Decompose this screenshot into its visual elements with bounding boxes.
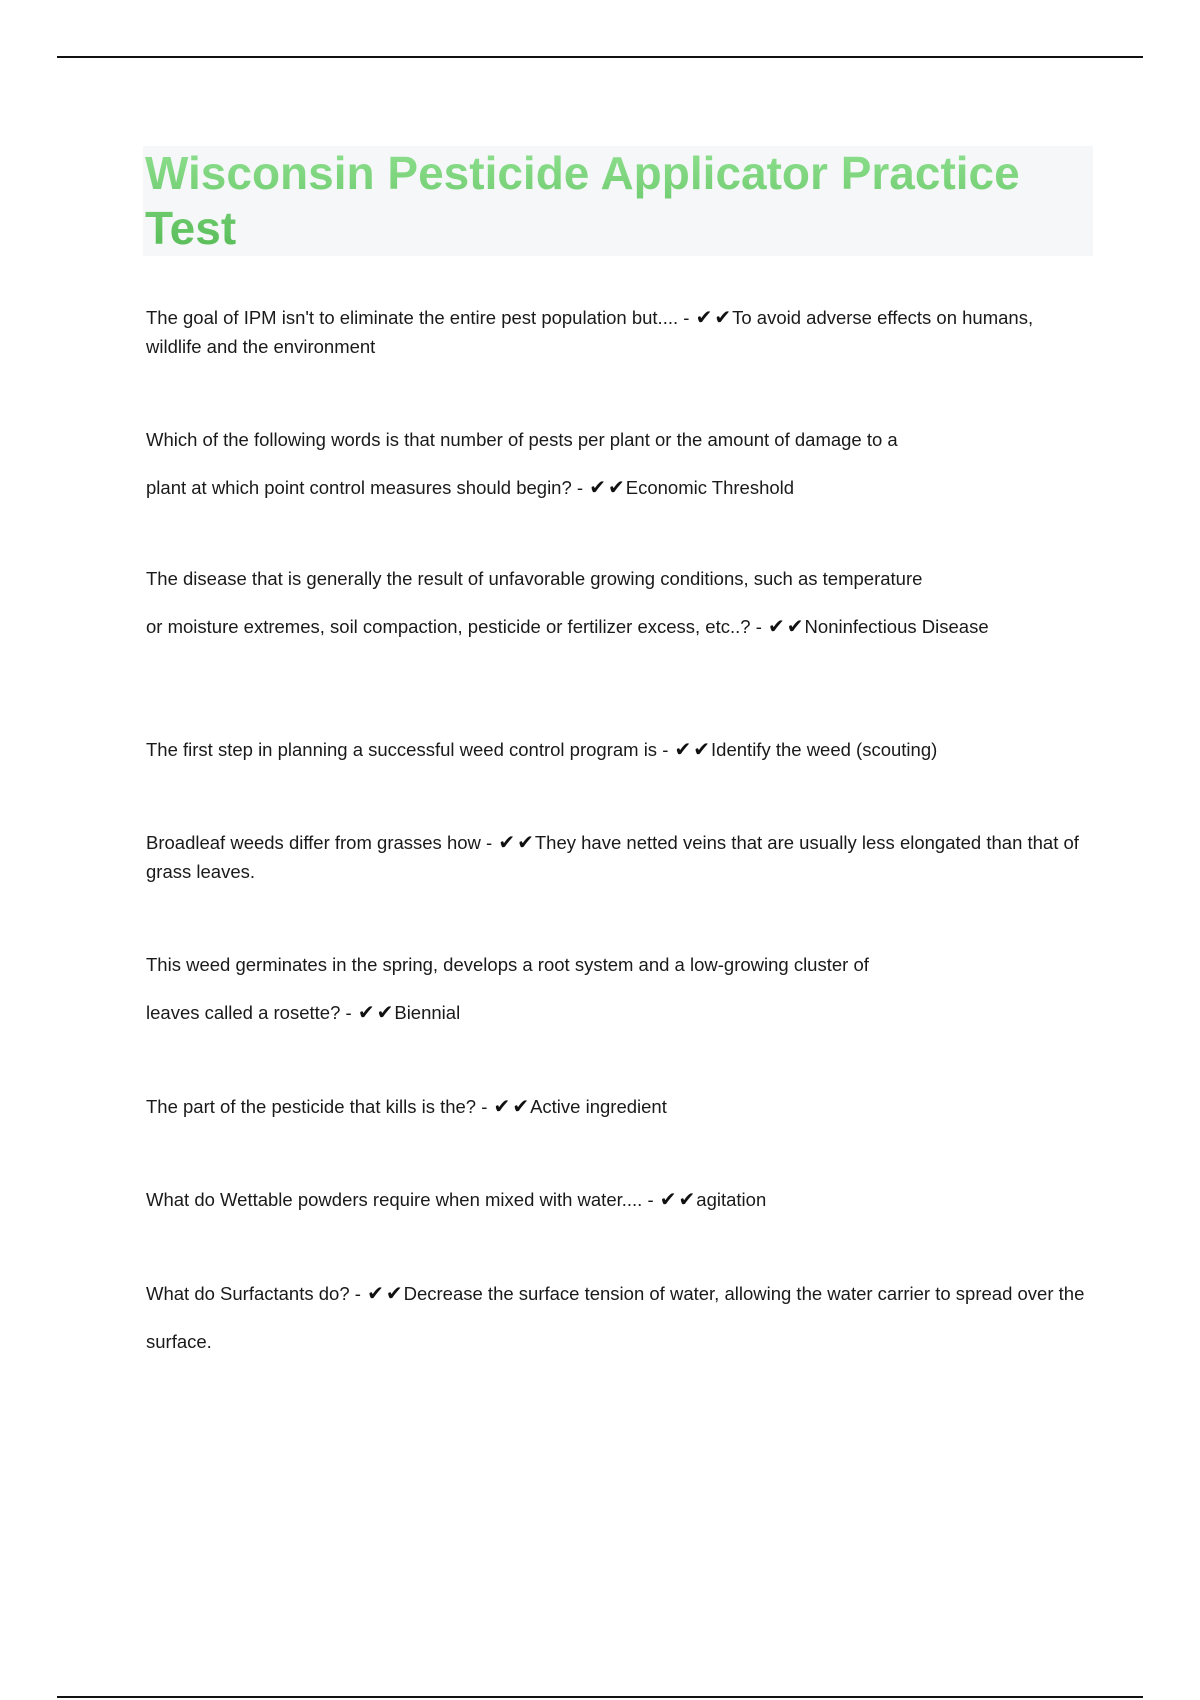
answer-text: Identify the weed (scouting) bbox=[711, 739, 938, 760]
answer-text: Decrease the surface tension of water, allowing the water carrier to spread over the bbox=[403, 1283, 1085, 1304]
check-icon: ✔ bbox=[589, 475, 606, 499]
title-banner bbox=[143, 146, 1093, 256]
question-text: The part of the pesticide that kills is the? bbox=[146, 1096, 477, 1117]
separator: - bbox=[571, 477, 589, 498]
check-icon: ✔ bbox=[498, 830, 516, 854]
check-icon: ✔ bbox=[693, 737, 711, 761]
qa-item-7 bbox=[146, 1092, 1086, 1121]
answer-text: agitation bbox=[696, 1189, 767, 1210]
question-text: plant at which point control measures should begin? bbox=[146, 477, 572, 498]
check-icon: ✔ bbox=[512, 1094, 530, 1118]
check-icon: ✔ bbox=[357, 1000, 375, 1024]
qa-item-4 bbox=[146, 735, 1086, 764]
answer-text: They have netted veins that are usually less elongated than that of grass leaves. bbox=[146, 832, 1079, 882]
check-icon: ✔ bbox=[659, 1187, 677, 1211]
check-icon: ✔ bbox=[714, 305, 732, 329]
separator: - bbox=[642, 1189, 659, 1210]
qa-item-5 bbox=[146, 828, 1086, 886]
qa-item-6 bbox=[146, 950, 1086, 1027]
check-icon: ✔ bbox=[607, 475, 625, 499]
question-text: What do Wettable powders require when mixed with water.... bbox=[146, 1189, 643, 1210]
answer-text: Noninfectious Disease bbox=[804, 616, 989, 637]
question-text: Broadleaf weeds differ from grasses how bbox=[146, 832, 481, 853]
question-text: or moisture extremes, soil compaction, pesticide or fertilizer excess, etc..? bbox=[146, 616, 751, 637]
page-title: Wisconsin Pesticide Applicator Practice Test bbox=[143, 146, 1093, 256]
separator: - bbox=[476, 1096, 493, 1117]
check-icon: ✔ bbox=[674, 737, 692, 761]
separator: - bbox=[750, 616, 768, 637]
check-icon: ✔ bbox=[385, 1281, 403, 1305]
check-icon: ✔ bbox=[376, 1000, 394, 1024]
answer-text: Biennial bbox=[394, 1002, 461, 1023]
question-text: This weed germinates in the spring, develops a root system and a low-growing cluster of bbox=[146, 954, 869, 975]
question-text: What do Surfactants do? bbox=[146, 1283, 350, 1304]
question-text: The first step in planning a successful weed control program is bbox=[146, 739, 658, 760]
check-icon: ✔ bbox=[786, 614, 804, 638]
separator: - bbox=[678, 307, 695, 328]
qa-item-1 bbox=[146, 303, 1086, 361]
question-text: leaves called a rosette? bbox=[146, 1002, 341, 1023]
separator: - bbox=[349, 1283, 367, 1304]
answer-text: surface. bbox=[146, 1331, 212, 1352]
answer-text: To avoid adverse effects on humans, wildlife and the environment bbox=[146, 307, 1034, 357]
check-icon: ✔ bbox=[517, 830, 534, 854]
qa-item-8 bbox=[146, 1185, 1086, 1214]
qa-item-2 bbox=[146, 425, 1086, 502]
answer-text: Economic Threshold bbox=[625, 477, 795, 498]
check-icon: ✔ bbox=[695, 305, 713, 329]
qa-item-9 bbox=[146, 1279, 1086, 1356]
footer-rule bbox=[57, 1696, 1143, 1698]
separator: - bbox=[657, 739, 674, 760]
question-text: The goal of IPM isn't to eliminate the entire pest population but.... bbox=[146, 307, 679, 328]
question-text: Which of the following words is that number of pests per plant or the amount of damage to a bbox=[146, 429, 898, 450]
header-rule bbox=[57, 56, 1143, 58]
check-icon: ✔ bbox=[493, 1094, 511, 1118]
separator: - bbox=[480, 832, 498, 853]
qa-item-3 bbox=[146, 564, 1086, 641]
question-text: The disease that is generally the result of unfavorable growing conditions, such as temperature bbox=[146, 568, 923, 589]
check-icon: ✔ bbox=[768, 614, 785, 638]
check-icon: ✔ bbox=[678, 1187, 696, 1211]
separator: - bbox=[340, 1002, 357, 1023]
answer-text: Active ingredient bbox=[530, 1096, 667, 1117]
check-icon: ✔ bbox=[367, 1281, 384, 1305]
